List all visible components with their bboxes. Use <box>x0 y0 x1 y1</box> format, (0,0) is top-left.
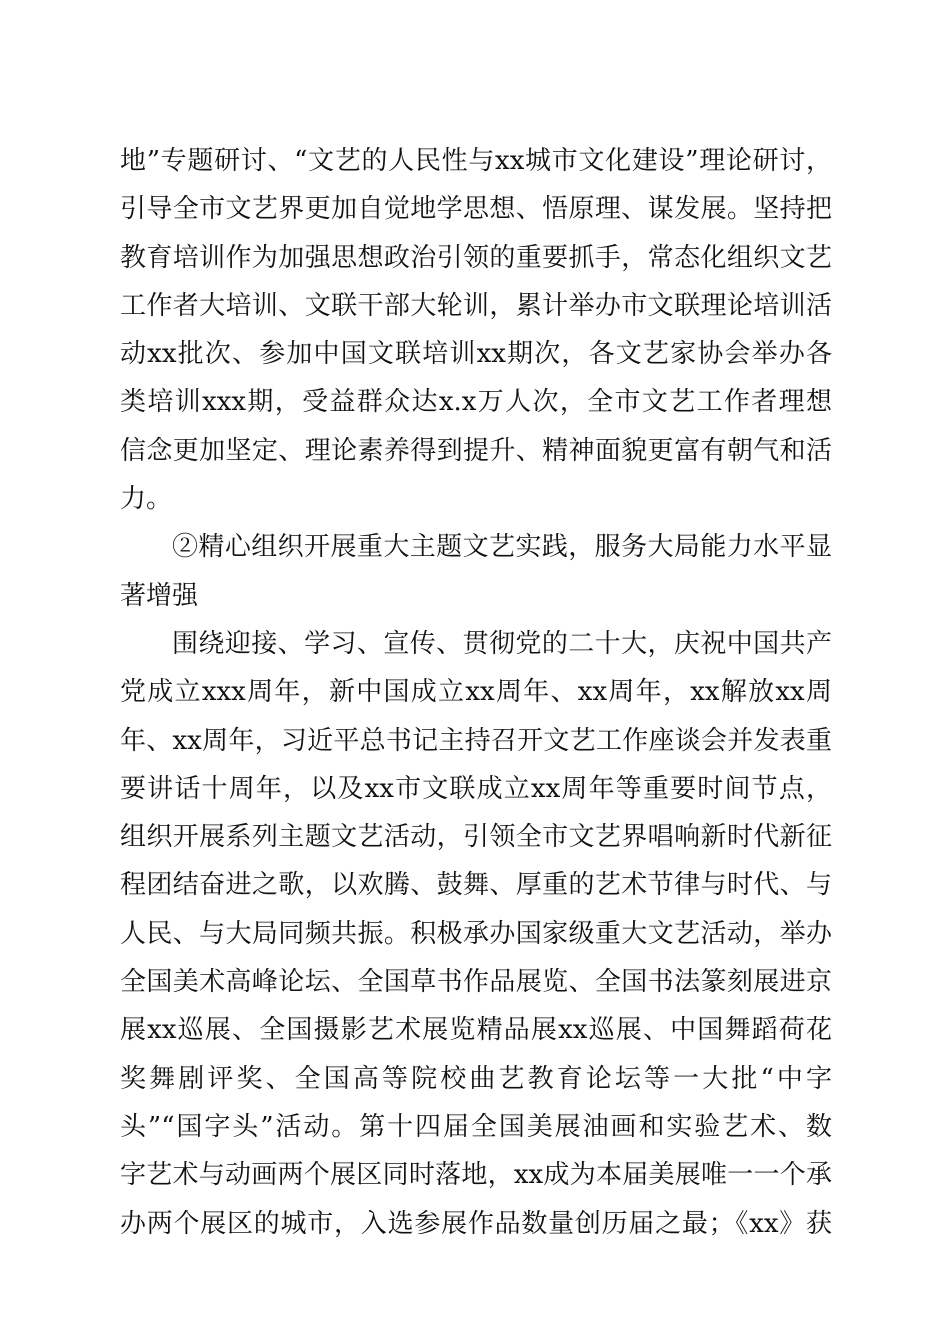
text-line: 组织开展系列主题文艺活动，引领全市文艺界唱响新时代新征 <box>120 822 832 853</box>
text-line: 奖舞剧评奖、全国高等院校曲艺教育论坛等一大批“中字 <box>120 1063 832 1094</box>
text-line: 围绕迎接、学习、宣传、贯彻党的二十大，庆祝中国共产 <box>172 628 832 659</box>
text-line: 动xx批次、参加中国文联培训xx期次，各文艺家协会举办各 <box>120 339 832 370</box>
heading-line: ②精心组织开展重大主题文艺实践，服务大局能力水平显 <box>172 532 832 563</box>
text-line: 头”“国字头”活动。第十四届全国美展油画和实验艺术、数 <box>120 1111 832 1142</box>
section-heading <box>120 523 832 620</box>
text-line: 力。 <box>120 484 173 515</box>
text-line: 类培训xxx期，受益群众达x.x万人次，全市文艺工作者理想 <box>120 387 832 418</box>
heading-line: 著增强 <box>120 580 199 611</box>
text-line: 信念更加坚定、理论素养得到提升、精神面貌更富有朝气和活 <box>120 435 832 466</box>
text-line: 要讲话十周年，以及xx市文联成立xx周年等重要时间节点， <box>120 773 832 804</box>
text-line: 年、xx周年，习近平总书记主持召开文艺工作座谈会并发表重 <box>120 725 832 756</box>
text-line: 地”专题研讨、“文艺的人民性与xx城市文化建设”理论研讨， <box>120 146 832 176</box>
text-line: 字艺术与动画两个展区同时落地，xx成为本届美展唯一一个承 <box>120 1160 832 1191</box>
text-line: 全国美术高峰论坛、全国草书作品展览、全国书法篆刻展进京 <box>120 967 832 998</box>
text-line: 引导全市文艺界更加自觉地学思想、悟原理、谋发展。坚持把 <box>120 194 832 225</box>
document-body <box>120 137 832 1248</box>
text-line: 程团结奋进之歌，以欢腾、鼓舞、厚重的艺术节律与时代、与 <box>120 870 832 901</box>
text-line: 办两个展区的城市，入选参展作品数量创历届之最；《xx》获 <box>120 1208 832 1239</box>
paragraph-major-theme-activities <box>120 620 832 1248</box>
paragraph-theory-training <box>120 137 832 523</box>
text-line: 党成立xxx周年，新中国成立xx周年、xx周年，xx解放xx周 <box>120 677 832 708</box>
text-line: 人民、与大局同频共振。积极承办国家级重大文艺活动，举办 <box>120 918 832 949</box>
text-line: 教育培训作为加强思想政治引领的重要抓手，常态化组织文艺 <box>120 242 832 273</box>
text-line: 工作者大培训、文联干部大轮训，累计举办市文联理论培训活 <box>120 290 832 321</box>
text-line: 展xx巡展、全国摄影艺术展览精品展xx巡展、中国舞蹈荷花 <box>120 1015 832 1046</box>
